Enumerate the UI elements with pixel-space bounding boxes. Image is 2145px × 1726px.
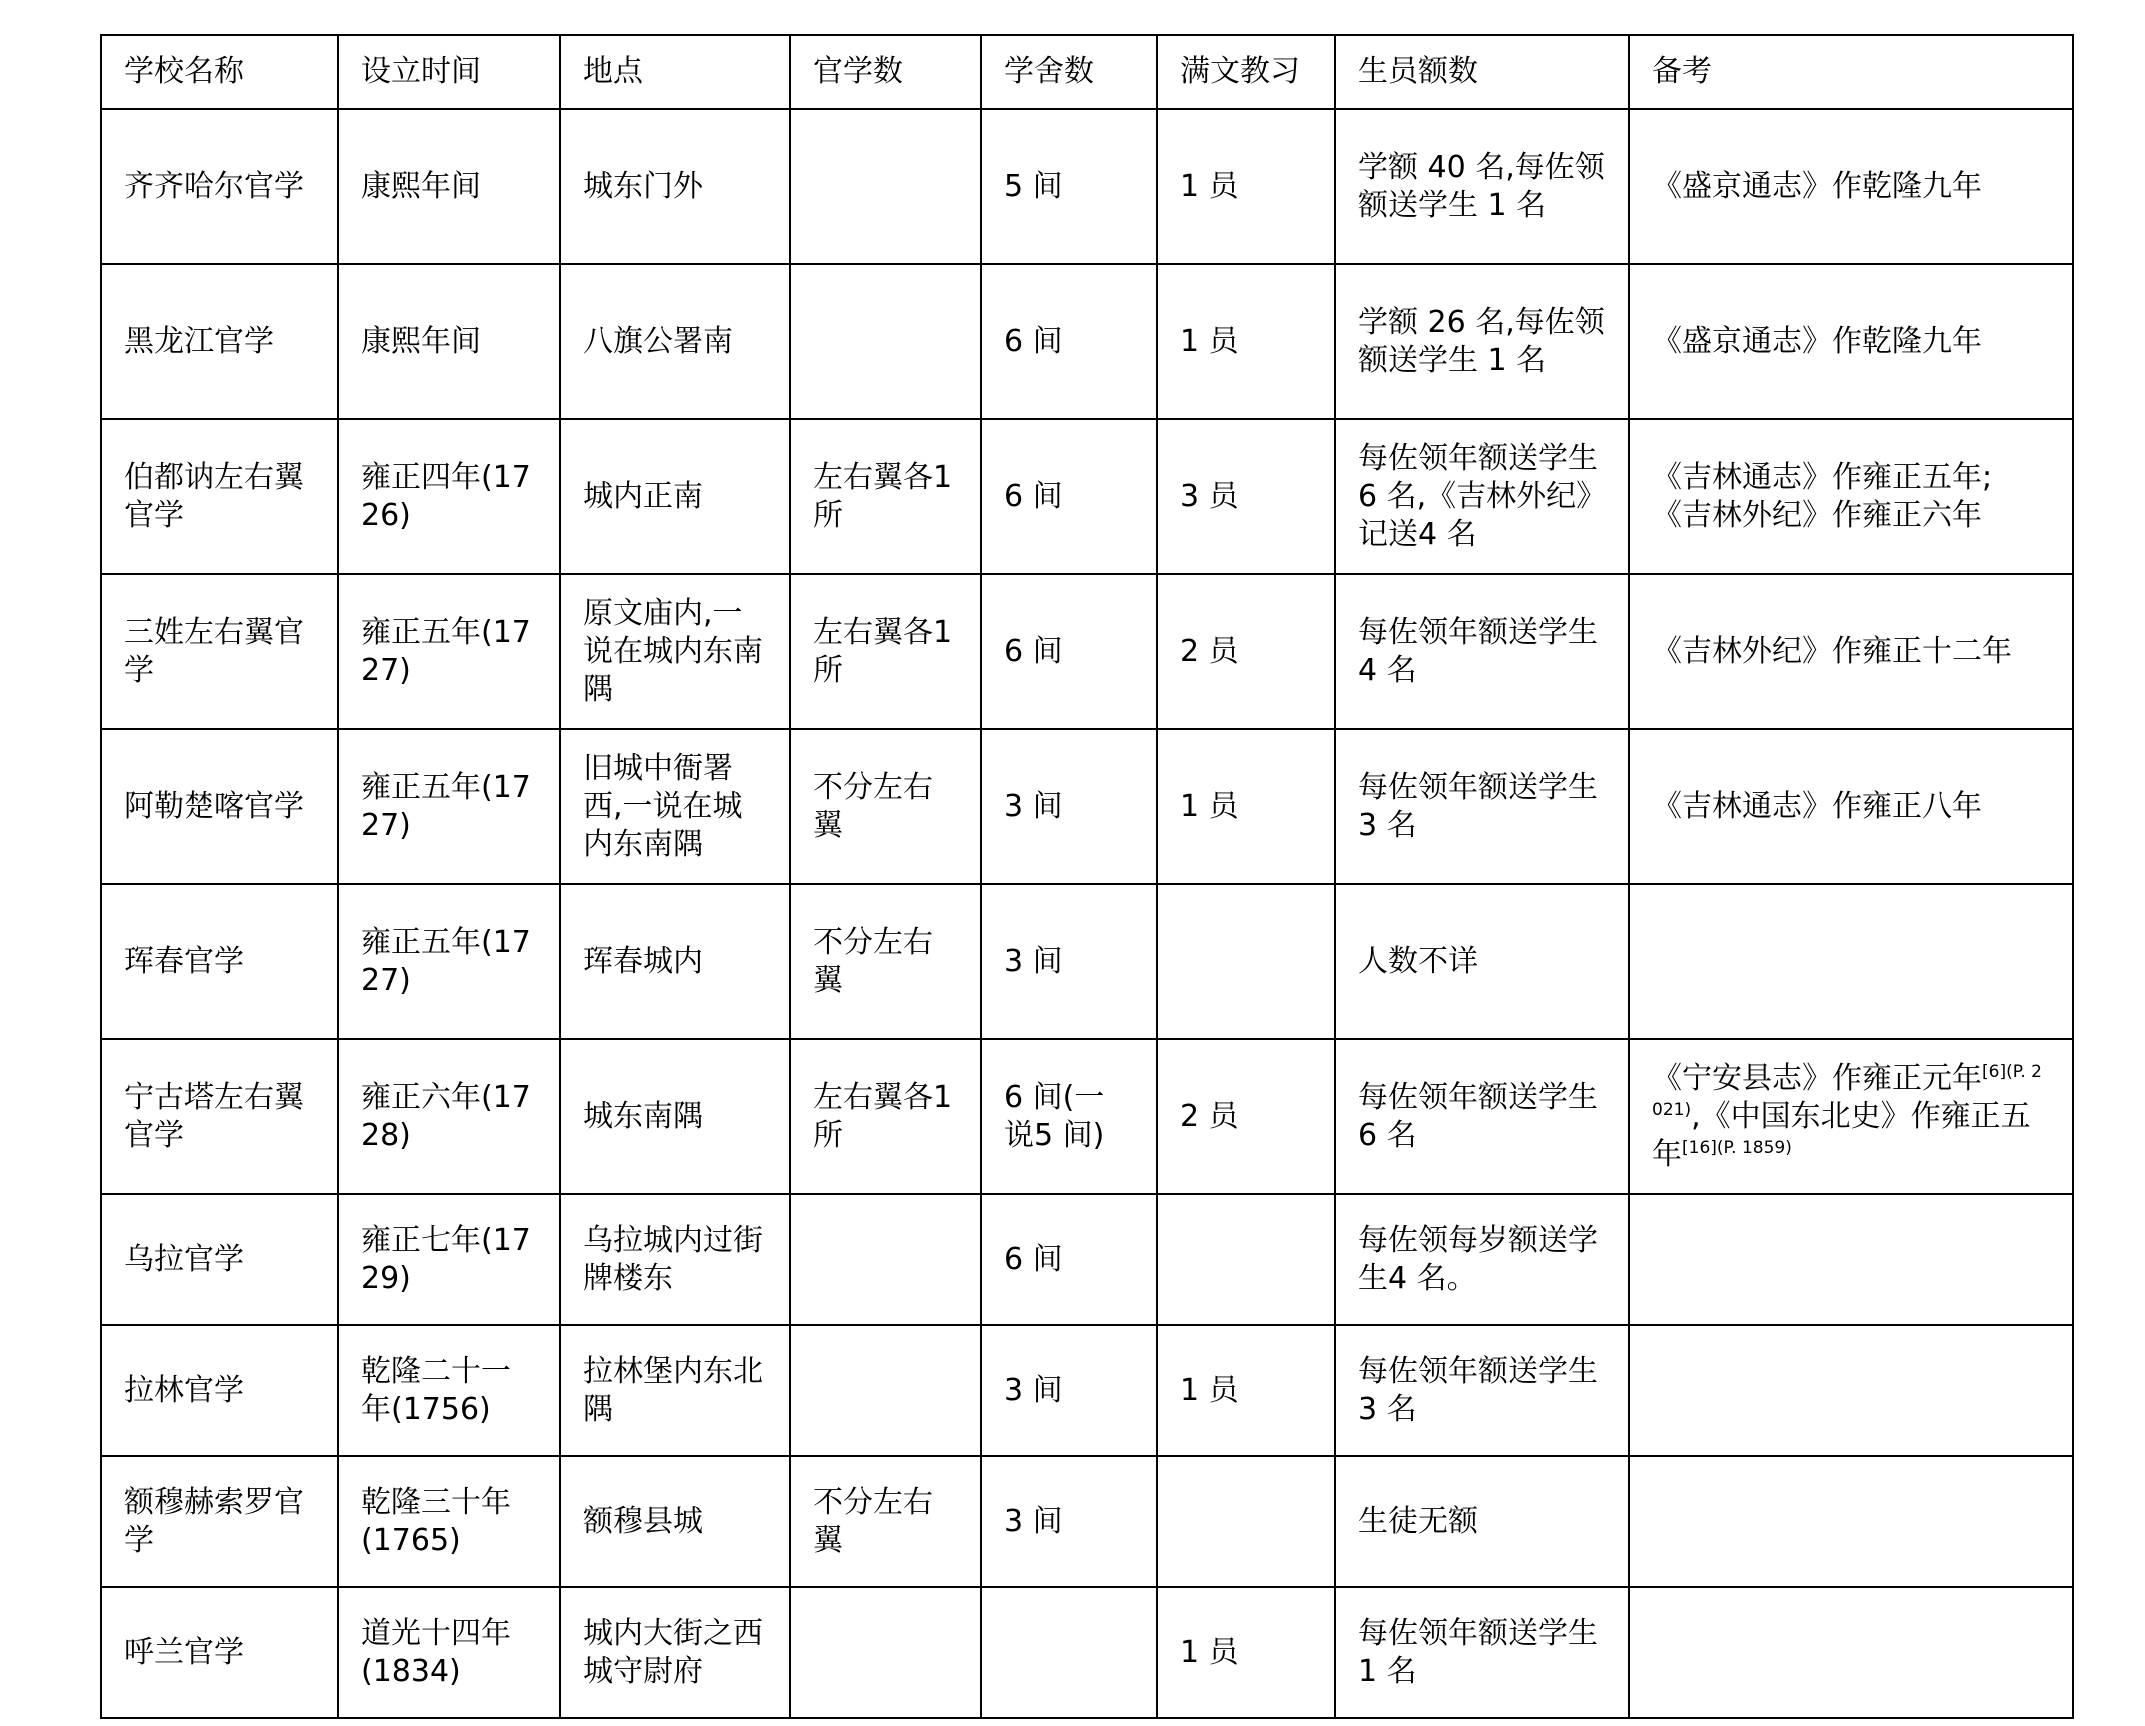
cell-name: 黑龙江官学 [101,264,338,419]
table-row [101,1587,2073,1718]
cell-count: 左右翼各1所 [790,419,981,574]
cell-quota: 每佐领年额送学生1 名 [1335,1587,1629,1718]
cell-founded: 道光十四年(1834) [338,1587,560,1718]
cell-rooms: 3 间 [981,729,1157,884]
cell-teachers: 1 员 [1157,109,1335,264]
table-row [101,1194,2073,1325]
cell-teachers: 2 员 [1157,1039,1335,1194]
cell-quota: 每佐领年额送学生3 名 [1335,729,1629,884]
citation-ref: [16](P. 1859) [1682,1137,1792,1158]
cell-notes [1629,1587,2073,1718]
cell-name: 珲春官学 [101,884,338,1039]
header-teachers: 满文教习 [1157,35,1335,109]
cell-location: 珲春城内 [560,884,790,1039]
cell-count: 不分左右翼 [790,729,981,884]
cell-count [790,1325,981,1456]
notes-text-part1: 《宁安县志》作雍正元年 [1652,1060,1982,1096]
table-row [101,574,2073,729]
cell-quota: 学额 26 名,每佐领额送学生 1 名 [1335,264,1629,419]
cell-rooms [981,1587,1157,1718]
cell-location: 拉林堡内东北隅 [560,1325,790,1456]
cell-founded: 乾隆二十一年(1756) [338,1325,560,1456]
cell-location: 乌拉城内过街牌楼东 [560,1194,790,1325]
cell-rooms: 3 间 [981,1456,1157,1587]
cell-quota: 每佐领年额送学生4 名 [1335,574,1629,729]
cell-founded: 康熙年间 [338,109,560,264]
table-body [101,109,2073,1718]
cell-teachers: 1 员 [1157,729,1335,884]
cell-teachers: 1 员 [1157,1325,1335,1456]
cell-count: 不分左右翼 [790,1456,981,1587]
cell-name: 宁古塔左右翼官学 [101,1039,338,1194]
cell-notes: 《吉林通志》作雍正八年 [1629,729,2073,884]
cell-notes [1629,884,2073,1039]
table-row [101,1456,2073,1587]
cell-founded: 雍正五年(1727) [338,729,560,884]
header-location: 地点 [560,35,790,109]
table-row [101,109,2073,264]
cell-rooms: 6 间(一说5 间) [981,1039,1157,1194]
cell-location: 城内正南 [560,419,790,574]
table-row [101,264,2073,419]
cell-rooms: 6 间 [981,264,1157,419]
cell-count [790,1194,981,1325]
cell-quota: 人数不详 [1335,884,1629,1039]
cell-count: 左右翼各1所 [790,574,981,729]
cell-founded: 乾隆三十年(1765) [338,1456,560,1587]
cell-count [790,264,981,419]
cell-location: 八旗公署南 [560,264,790,419]
header-quota: 生员额数 [1335,35,1629,109]
cell-founded: 雍正四年(1726) [338,419,560,574]
table-row [101,1039,2073,1194]
cell-name: 阿勒楚喀官学 [101,729,338,884]
schools-table [100,34,2074,1719]
cell-notes [1629,1325,2073,1456]
cell-teachers: 1 员 [1157,264,1335,419]
cell-location: 原文庙内,一说在城内东南隅 [560,574,790,729]
cell-count: 不分左右翼 [790,884,981,1039]
cell-rooms: 6 间 [981,419,1157,574]
cell-quota: 每佐领年额送学生3 名 [1335,1325,1629,1456]
cell-teachers: 2 员 [1157,574,1335,729]
cell-rooms: 3 间 [981,884,1157,1039]
cell-teachers: 3 员 [1157,419,1335,574]
header-founded: 设立时间 [338,35,560,109]
cell-rooms: 6 间 [981,574,1157,729]
cell-notes [1629,1194,2073,1325]
cell-count [790,1587,981,1718]
cell-location: 额穆县城 [560,1456,790,1587]
cell-location: 旧城中衙署西,一说在城内东南隅 [560,729,790,884]
cell-location: 城内大街之西城守尉府 [560,1587,790,1718]
cell-founded: 雍正五年(1727) [338,884,560,1039]
cell-name: 呼兰官学 [101,1587,338,1718]
cell-name: 伯都讷左右翼官学 [101,419,338,574]
cell-location: 城东门外 [560,109,790,264]
header-count: 官学数 [790,35,981,109]
cell-rooms: 3 间 [981,1325,1157,1456]
cell-quota: 每佐领年额送学生6 名 [1335,1039,1629,1194]
table-row [101,884,2073,1039]
cell-teachers: 1 员 [1157,1587,1335,1718]
cell-teachers [1157,1456,1335,1587]
cell-name: 乌拉官学 [101,1194,338,1325]
cell-notes: 《盛京通志》作乾隆九年 [1629,264,2073,419]
table-row [101,729,2073,884]
header-notes: 备考 [1629,35,2073,109]
table-row [101,1325,2073,1456]
cell-founded: 康熙年间 [338,264,560,419]
citation-ref: [6](P. 2021) [1652,1061,2042,1120]
cell-name: 额穆赫索罗官学 [101,1456,338,1587]
cell-notes: 《盛京通志》作乾隆九年 [1629,109,2073,264]
cell-founded: 雍正六年(1728) [338,1039,560,1194]
cell-name: 三姓左右翼官学 [101,574,338,729]
cell-name: 拉林官学 [101,1325,338,1456]
cell-rooms: 5 间 [981,109,1157,264]
cell-quota: 学额 40 名,每佐领额送学生 1 名 [1335,109,1629,264]
cell-teachers [1157,884,1335,1039]
cell-location: 城东南隅 [560,1039,790,1194]
table-row [101,419,2073,574]
cell-notes: 《吉林外纪》作雍正十二年 [1629,574,2073,729]
cell-quota: 每佐领年额送学生6 名,《吉林外纪》记送4 名 [1335,419,1629,574]
cell-notes: 《吉林通志》作雍正五年;《吉林外纪》作雍正六年 [1629,419,2073,574]
cell-founded: 雍正五年(1727) [338,574,560,729]
cell-founded: 雍正七年(1729) [338,1194,560,1325]
cell-count [790,109,981,264]
cell-teachers [1157,1194,1335,1325]
cell-quota: 每佐领每岁额送学生4 名。 [1335,1194,1629,1325]
cell-notes [1629,1456,2073,1587]
cell-count: 左右翼各1所 [790,1039,981,1194]
header-rooms: 学舍数 [981,35,1157,109]
notes-text-part2: ,《中国东北史》作雍正五年 [1652,1098,2031,1172]
header-name: 学校名称 [101,35,338,109]
cell-quota: 生徒无额 [1335,1456,1629,1587]
cell-name: 齐齐哈尔官学 [101,109,338,264]
cell-rooms: 6 间 [981,1194,1157,1325]
header-row [101,35,2073,109]
cell-notes [1629,1039,2073,1194]
